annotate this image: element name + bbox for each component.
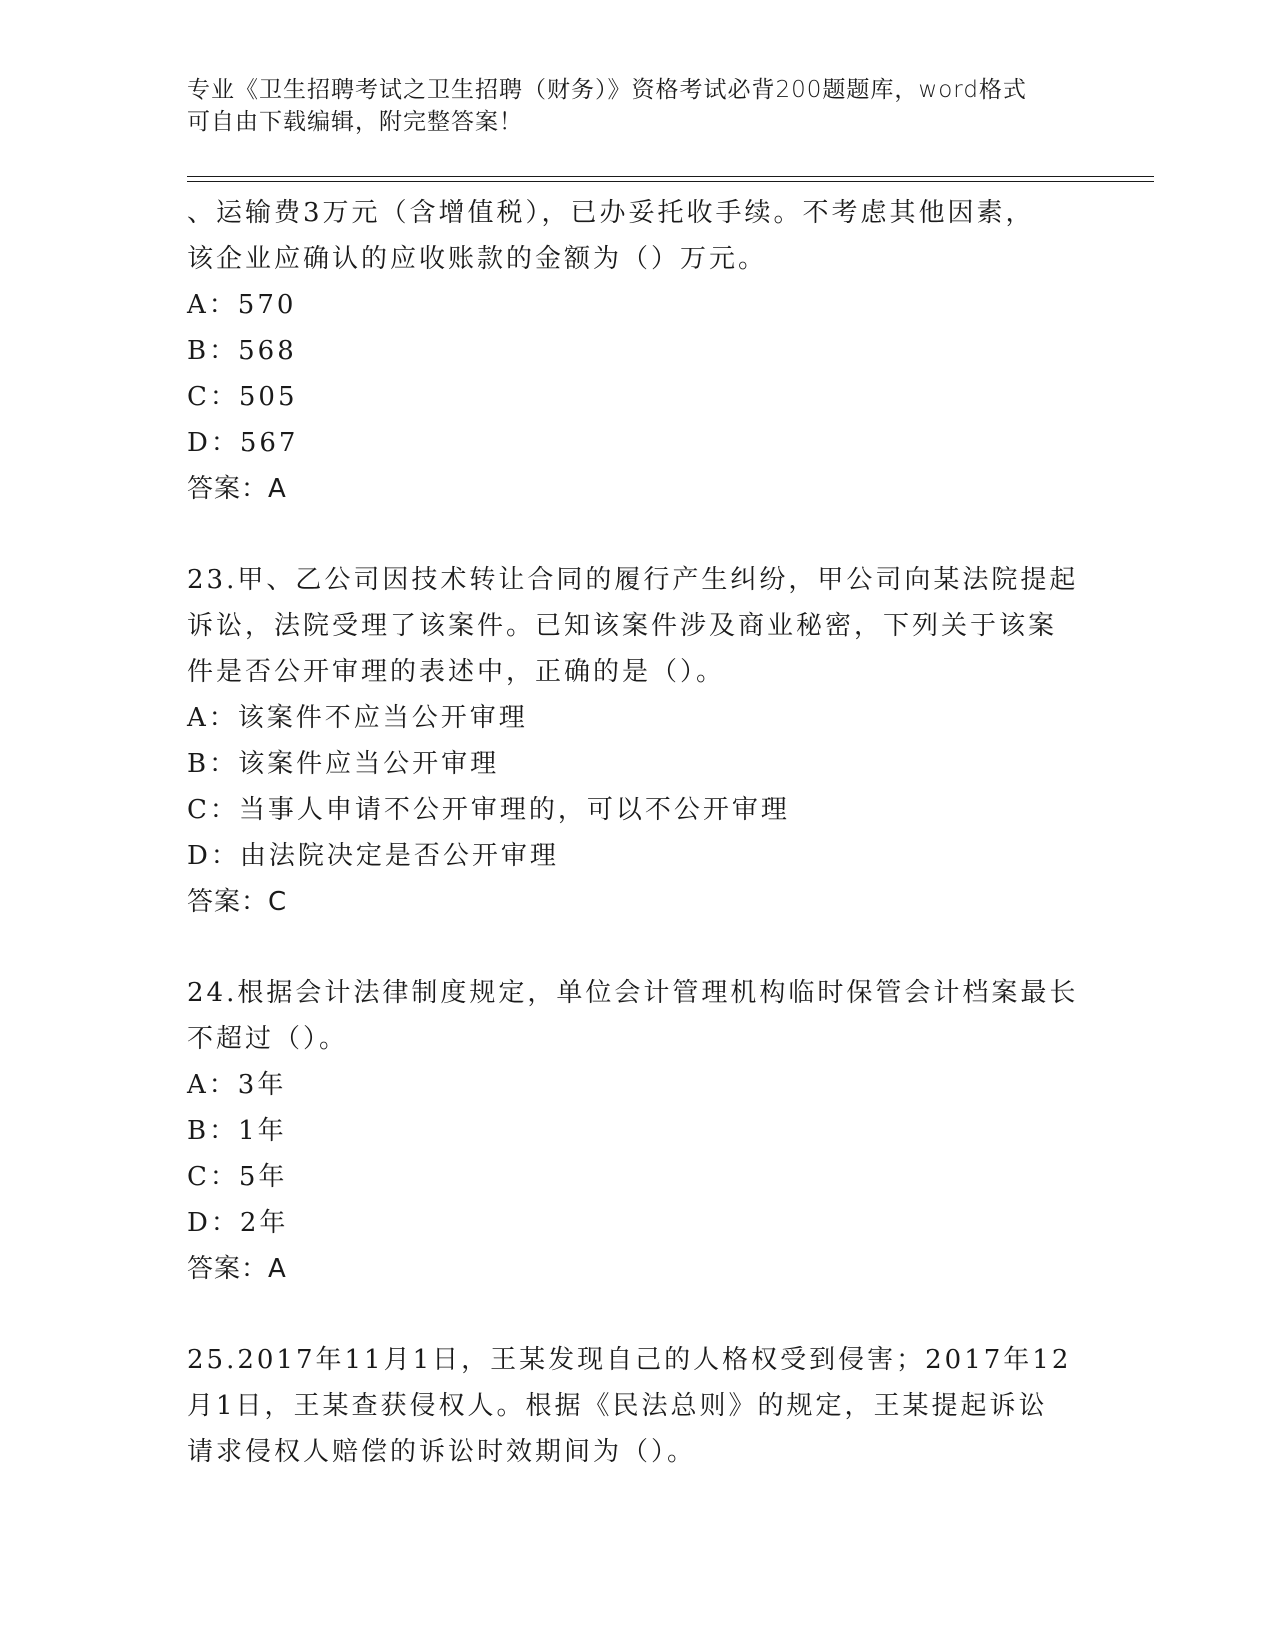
question-23	[187, 557, 1087, 925]
option-c: C：505	[187, 382, 298, 412]
question-fragment	[187, 190, 1087, 512]
question-text-line: 23.甲、乙公司因技术转让合同的履行产生纠纷，甲公司向某法院提起	[187, 565, 1079, 595]
answer-line: 答案：A	[187, 1254, 287, 1284]
question-text-line: 24.根据会计法律制度规定，单位会计管理机构临时保管会计档案最长	[187, 978, 1079, 1008]
header-title-line-1: 专业《卫生招聘考试之卫生招聘（财务）》资格考试必背200题题库，word格式	[187, 77, 1027, 103]
option-c: C：5年	[187, 1162, 288, 1192]
option-d: D：567	[187, 428, 299, 458]
option-b: B：该案件应当公开审理	[187, 749, 500, 779]
question-text-line: 月1日，王某查获侵权人。根据《民法总则》的规定，王某提起诉讼	[187, 1391, 1048, 1421]
option-c: C：当事人申请不公开审理的，可以不公开审理	[187, 795, 790, 825]
option-a: A：570	[187, 290, 297, 320]
option-b: B：1年	[187, 1116, 287, 1146]
header-title-line-2: 可自由下载编辑，附完整答案！	[187, 109, 523, 135]
question-content	[187, 190, 1087, 1475]
question-text-line: 件是否公开审理的表述中，正确的是（）。	[187, 657, 726, 687]
question-text-line: 不超过（）。	[187, 1024, 349, 1054]
header-divider-top	[187, 176, 1154, 177]
option-b: B：568	[187, 336, 297, 366]
document-header	[187, 74, 1077, 138]
option-a: A：该案件不应当公开审理	[187, 703, 528, 733]
question-text-line: 请求侵权人赔偿的诉讼时效期间为（）。	[187, 1437, 697, 1467]
option-a: A：3年	[187, 1070, 287, 1100]
question-text-line: 该企业应确认的应收账款的金额为（）万元。	[187, 244, 768, 274]
answer-line: 答案：C	[187, 887, 288, 917]
option-d: D：由法院决定是否公开审理	[187, 841, 559, 871]
question-text-line: 诉讼，法院受理了该案件。已知该案件涉及商业秘密，下列关于该案	[187, 611, 1058, 641]
header-divider-bottom	[187, 181, 1154, 182]
option-d: D：2年	[187, 1208, 289, 1238]
question-24	[187, 970, 1087, 1292]
answer-line: 答案：A	[187, 474, 287, 504]
question-text-line: 、运输费3万元（含增值税），已办妥托收手续。不考虑其他因素，	[187, 198, 1035, 228]
question-text-line: 25.2017年11月1日，王某发现自己的人格权受到侵害；2017年12	[187, 1345, 1072, 1375]
question-25	[187, 1337, 1087, 1475]
